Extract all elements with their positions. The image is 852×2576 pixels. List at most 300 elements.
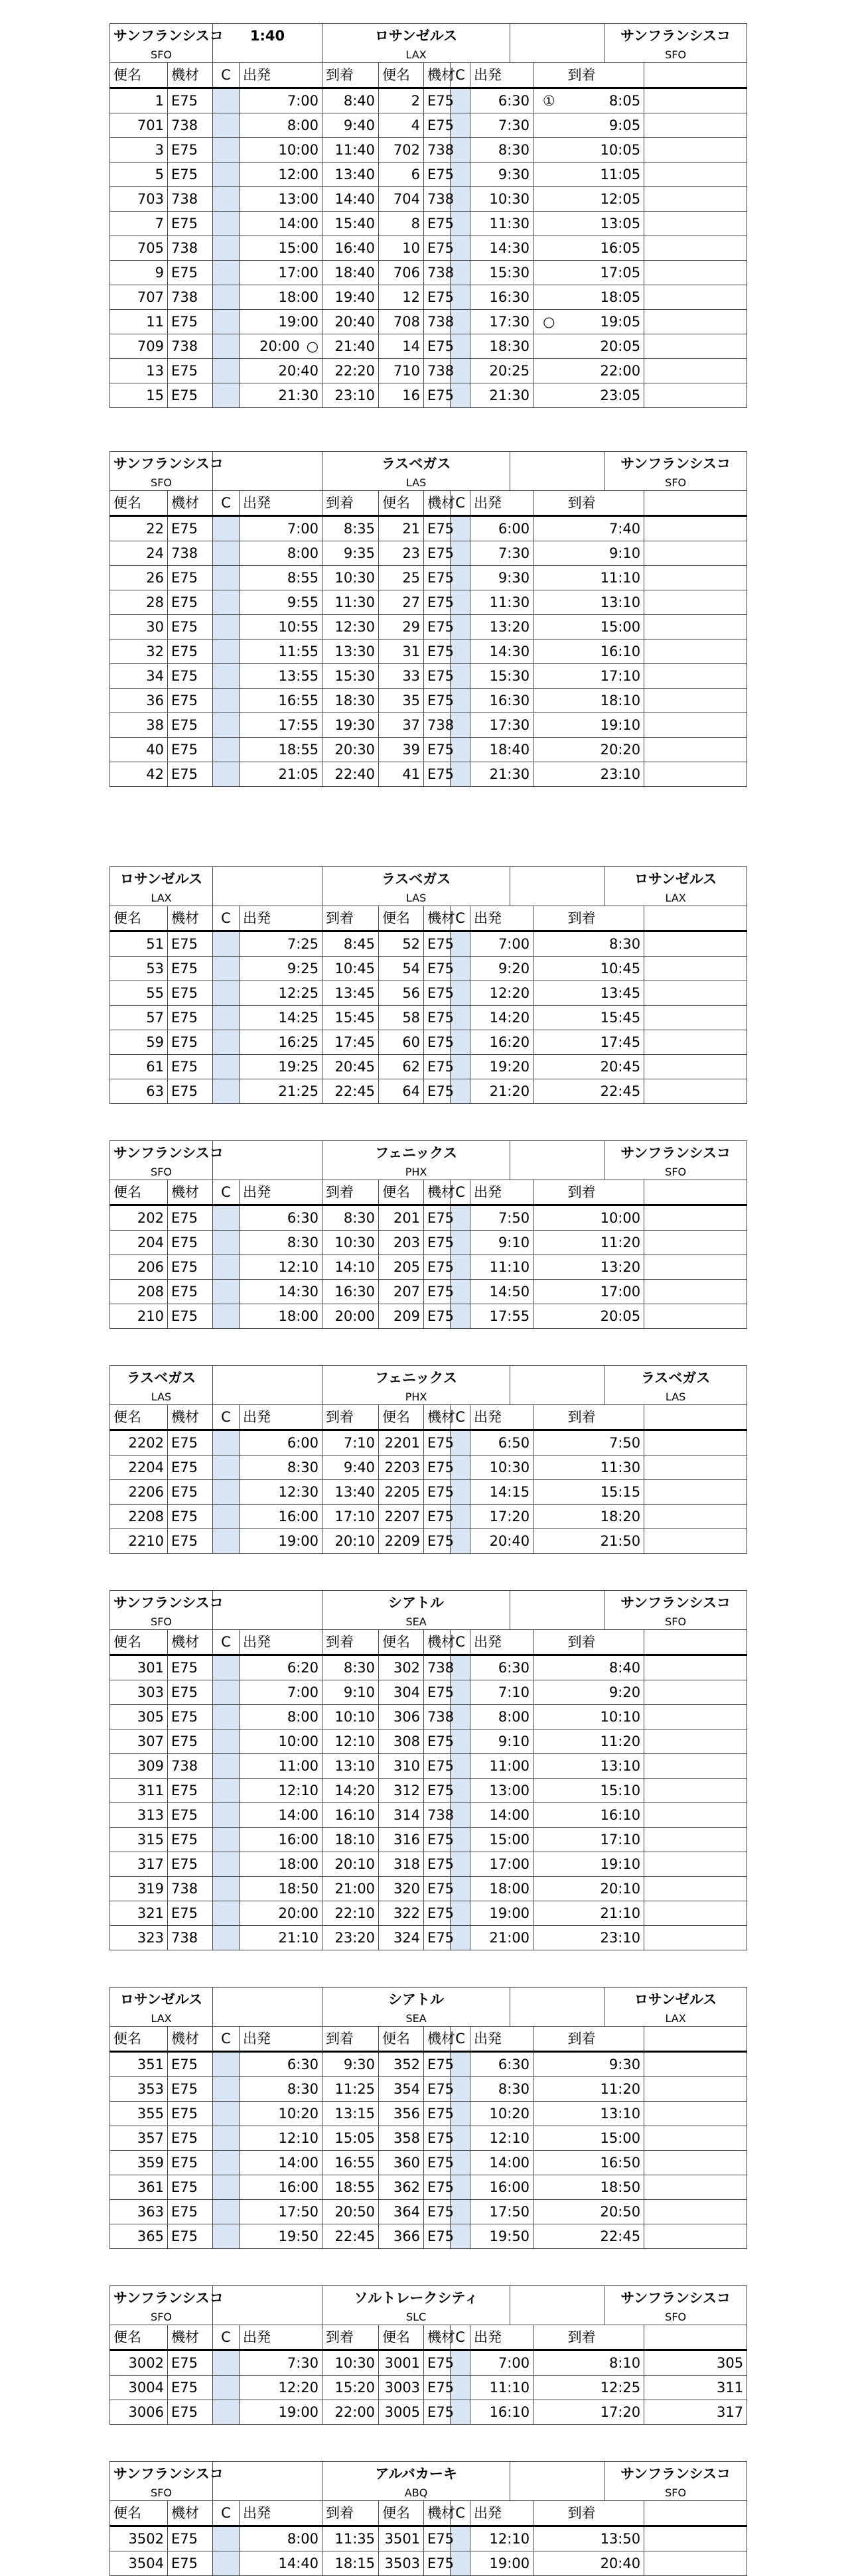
destination-code: SEA (322, 1615, 510, 1630)
flight-number-out: 34 (110, 664, 168, 689)
return-city: ラスベガス (604, 1366, 747, 1390)
connection-flight (644, 957, 747, 981)
departure-out: 14:25 (240, 1006, 322, 1030)
flight-number-ret: 356 (379, 2102, 424, 2126)
flight-number-ret: 27 (379, 590, 424, 615)
duration-note (213, 1988, 322, 2012)
equipment-ret: E75 (424, 1877, 451, 1901)
c-flag-out (213, 1877, 240, 1901)
spacer (510, 1165, 604, 1180)
origin-city: サンフランシスコ (110, 452, 213, 476)
flight-number-out: 59 (110, 1030, 168, 1055)
flight-number-ret: 21 (379, 516, 424, 541)
arrival-ret: 16:10 (565, 640, 644, 664)
arrival-ret: 11:30 (565, 1456, 644, 1480)
arrival-out: 8:35 (322, 516, 379, 541)
mark-ret (533, 2376, 565, 2400)
connection-flight (644, 516, 747, 541)
arrival-out: 18:15 (322, 2551, 379, 2576)
flight-number-out: 2206 (110, 1480, 168, 1505)
connection-flight (644, 1754, 747, 1779)
departure-out: 21:10 (240, 1926, 322, 1950)
spacer (213, 1165, 322, 1180)
flight-number-ret: 360 (379, 2151, 424, 2175)
mark-ret (533, 285, 565, 310)
flight-number-out: 707 (110, 285, 168, 310)
c-flag-out (213, 334, 240, 359)
col-c-ret: C (451, 1630, 470, 1655)
spacer (213, 1615, 322, 1630)
spacer (533, 2501, 565, 2526)
connection-flight (644, 689, 747, 713)
equipment-out: E75 (168, 2102, 213, 2126)
return-code: SFO (604, 48, 747, 63)
flight-row (110, 738, 747, 762)
departure-ret: 9:20 (470, 957, 533, 981)
departure-out: 12:25 (240, 981, 322, 1006)
arrival-ret: 13:10 (565, 1754, 644, 1779)
flight-number-ret: 302 (379, 1655, 424, 1680)
return-city: サンフランシスコ (604, 1591, 747, 1615)
column-header-row (110, 1405, 747, 1430)
spacer (213, 48, 322, 63)
col-flight-out: 便名 (110, 63, 168, 88)
flight-row (110, 2102, 747, 2126)
mark-ret (533, 1255, 565, 1280)
destination-code: ABQ (322, 2486, 510, 2501)
arrival-out: 15:30 (322, 664, 379, 689)
flight-row (110, 2200, 747, 2224)
equipment-ret: E75 (424, 590, 451, 615)
col-flight-out: 便名 (110, 1405, 168, 1430)
flight-number-out: 63 (110, 1079, 168, 1104)
arrival-out: 13:15 (322, 2102, 379, 2126)
arrival-out: 16:55 (322, 2151, 379, 2175)
flight-number-ret: 352 (379, 2052, 424, 2077)
flight-number-out: 2210 (110, 1529, 168, 1554)
departure-time: 20:00 (259, 338, 300, 354)
departure-ret: 6:30 (470, 2052, 533, 2077)
equipment-ret: E75 (424, 212, 451, 236)
spacer (213, 891, 322, 906)
equipment-out: E75 (168, 2126, 213, 2151)
equipment-out: E75 (168, 738, 213, 762)
arrival-out: 20:10 (322, 1852, 379, 1877)
col-arr-ret: 到着 (565, 2501, 644, 2526)
mark-ret (533, 261, 565, 285)
equipment-out: E75 (168, 310, 213, 334)
flight-number-ret: 706 (379, 261, 424, 285)
flight-number-out: 3 (110, 138, 168, 163)
arrival-ret: 11:10 (565, 566, 644, 590)
c-flag-out (213, 2200, 240, 2224)
arrival-out: 10:30 (322, 2350, 379, 2376)
departure-out: 9:25 (240, 957, 322, 981)
flight-number-ret: 304 (379, 1680, 424, 1705)
flight-number-ret: 16 (379, 383, 424, 408)
flight-row (110, 2151, 747, 2175)
connection-flight (644, 1828, 747, 1852)
equipment-ret: E75 (424, 2175, 451, 2200)
city-row (110, 1366, 747, 1390)
departure-ret: 19:20 (470, 1055, 533, 1079)
equipment-ret: E75 (424, 1006, 451, 1030)
departure-ret: 21:30 (470, 762, 533, 787)
arrival-out: 11:30 (322, 590, 379, 615)
flight-row (110, 1456, 747, 1480)
flight-number-out: 319 (110, 1877, 168, 1901)
departure-ret: 16:30 (470, 689, 533, 713)
departure-ret: 8:00 (470, 1705, 533, 1729)
mark-ret (533, 1901, 565, 1926)
col-dep-out: 出発 (240, 906, 322, 931)
connection-flight (644, 163, 747, 187)
flight-number-ret: 23 (379, 541, 424, 566)
departure-ret: 21:00 (470, 1926, 533, 1950)
flight-row (110, 2126, 747, 2151)
equipment-ret: E75 (424, 738, 451, 762)
destination-city: アルバカーキ (322, 2462, 510, 2486)
flight-number-ret: 3001 (379, 2350, 424, 2376)
c-flag-out (213, 2151, 240, 2175)
equipment-out: E75 (168, 1205, 213, 1231)
spacer (510, 1141, 604, 1166)
departure-ret: 10:30 (470, 187, 533, 212)
flight-number-ret: 308 (379, 1729, 424, 1754)
flight-number-ret: 41 (379, 762, 424, 787)
connection-flight (644, 1655, 747, 1680)
departure-out: 16:00 (240, 1505, 322, 1529)
equipment-out: E75 (168, 762, 213, 787)
destination-city: シアトル (322, 1591, 510, 1615)
departure-ret: 11:00 (470, 1754, 533, 1779)
equipment-ret: E75 (424, 1754, 451, 1779)
departure-out: 20:40 (240, 359, 322, 383)
departure-ret: 19:00 (470, 2551, 533, 2576)
equipment-ret: E75 (424, 1430, 451, 1456)
flight-number-ret: 56 (379, 981, 424, 1006)
col-dep-ret: 出発 (470, 2027, 533, 2052)
flight-number-out: 2208 (110, 1505, 168, 1529)
timetable-sfo-phx (109, 1140, 747, 1329)
spacer (213, 476, 322, 491)
flight-number-ret: 6 (379, 163, 424, 187)
c-flag-out (213, 1205, 240, 1231)
mark-ret (533, 2224, 565, 2249)
equipment-ret: E75 (424, 1480, 451, 1505)
equipment-ret: E75 (424, 334, 451, 359)
equipment-ret: E75 (424, 957, 451, 981)
arrival-ret: 17:00 (565, 1280, 644, 1304)
mark-ret (533, 2151, 565, 2175)
connection-flight (644, 1729, 747, 1754)
departure-ret: 9:30 (470, 163, 533, 187)
equipment-ret: 738 (424, 187, 451, 212)
connection-flight (644, 1280, 747, 1304)
flight-number-ret: 354 (379, 2077, 424, 2102)
spacer (533, 1405, 565, 1430)
departure-ret: 17:30 (470, 713, 533, 738)
flight-row (110, 163, 747, 187)
equipment-out: E75 (168, 981, 213, 1006)
c-flag-out (213, 88, 240, 113)
departure-out: 6:30 (240, 1205, 322, 1231)
city-row (110, 1988, 747, 2012)
mark-ret (533, 2400, 565, 2425)
spacer (510, 2310, 604, 2325)
spacer (510, 1390, 604, 1405)
equipment-ret: E75 (424, 1079, 451, 1104)
equipment-out: E75 (168, 359, 213, 383)
col-dep-ret: 出発 (470, 491, 533, 516)
arrival-ret: 9:20 (565, 1680, 644, 1705)
equipment-out: E75 (168, 2224, 213, 2249)
connection-flight (644, 187, 747, 212)
equipment-out: E75 (168, 1231, 213, 1255)
spacer (533, 1630, 565, 1655)
connection-flight (644, 236, 747, 261)
departure-ret: 16:10 (470, 2400, 533, 2425)
arrival-ret: 9:30 (565, 2052, 644, 2077)
c-flag-out (213, 2052, 240, 2077)
equipment-out: 738 (168, 285, 213, 310)
connection-flight (644, 2526, 747, 2551)
connection-flight (644, 1231, 747, 1255)
connection-flight (644, 1006, 747, 1030)
equipment-ret: 738 (424, 1705, 451, 1729)
connection-flight (644, 285, 747, 310)
c-flag-out (213, 1705, 240, 1729)
arrival-ret: 17:20 (565, 2400, 644, 2425)
col-arr-ret: 到着 (565, 63, 644, 88)
departure-out: 8:00 (240, 113, 322, 138)
c-flag-out (213, 113, 240, 138)
mark-ret (533, 2126, 565, 2151)
equipment-ret: E75 (424, 1456, 451, 1480)
departure-out: 14:00 (240, 1803, 322, 1828)
return-code: SFO (604, 2486, 747, 2501)
connection-flight (644, 1901, 747, 1926)
col-arr-out: 到着 (322, 63, 379, 88)
flight-number-out: 42 (110, 762, 168, 787)
flight-number-ret: 324 (379, 1926, 424, 1950)
connection-flight (644, 383, 747, 408)
equipment-ret: E75 (424, 1505, 451, 1529)
return-code: SFO (604, 1615, 747, 1630)
col-c-ret: C (451, 2027, 470, 2052)
equipment-ret: E75 (424, 1680, 451, 1705)
flight-row (110, 2400, 747, 2425)
departure-out: 6:00 (240, 1430, 322, 1456)
c-flag-out (213, 187, 240, 212)
code-row (110, 48, 747, 63)
connection-flight: 305 (644, 2350, 747, 2376)
flight-number-out: 210 (110, 1304, 168, 1329)
arrival-out: 9:35 (322, 541, 379, 566)
mark-ret (533, 1055, 565, 1079)
spacer (533, 2027, 565, 2052)
flight-row (110, 383, 747, 408)
spacer (510, 2011, 604, 2027)
arrival-ret: 10:05 (565, 138, 644, 163)
departure-out: 19:00 (240, 310, 322, 334)
departure-ret: 14:00 (470, 1803, 533, 1828)
arrival-out: 8:45 (322, 931, 379, 957)
equipment-ret: E75 (424, 2102, 451, 2126)
departure-ret: 11:10 (470, 1255, 533, 1280)
c-flag-out (213, 957, 240, 981)
flight-row (110, 1680, 747, 1705)
mark-ret (533, 2526, 565, 2551)
destination-city: フェニックス (322, 1141, 510, 1166)
flight-row (110, 2052, 747, 2077)
arrival-out: 13:40 (322, 1480, 379, 1505)
flight-number-out: 3504 (110, 2551, 168, 2576)
arrival-out: 23:20 (322, 1926, 379, 1950)
flight-number-out: 9 (110, 261, 168, 285)
equipment-out: E75 (168, 1006, 213, 1030)
column-header-row (110, 2027, 747, 2052)
departure-ret: 7:10 (470, 1680, 533, 1705)
spacer (644, 2027, 747, 2052)
flight-number-out: 202 (110, 1205, 168, 1231)
equipment-ret: E75 (424, 541, 451, 566)
departure-out: 11:55 (240, 640, 322, 664)
arrival-ret: 9:10 (565, 541, 644, 566)
mark-ret (533, 1505, 565, 1529)
connection-flight (644, 2200, 747, 2224)
spacer (510, 867, 604, 892)
mark-ret (533, 640, 565, 664)
arrival-ret: 9:05 (565, 113, 644, 138)
flight-row (110, 1006, 747, 1030)
equipment-out: E75 (168, 163, 213, 187)
arrival-ret: 15:00 (565, 615, 644, 640)
col-flight-out: 便名 (110, 2325, 168, 2350)
column-header-row (110, 2501, 747, 2526)
arrival-out: 22:45 (322, 2224, 379, 2249)
flight-row (110, 261, 747, 285)
departure-out: 18:55 (240, 738, 322, 762)
col-flight-ret: 便名 (379, 1630, 424, 1655)
flight-number-out: 321 (110, 1901, 168, 1926)
arrival-out: 13:45 (322, 981, 379, 1006)
equipment-out: E75 (168, 88, 213, 113)
mark-ret (533, 2350, 565, 2376)
c-flag-out (213, 285, 240, 310)
spacer (510, 476, 604, 491)
flight-number-out: 53 (110, 957, 168, 981)
spacer (510, 24, 604, 48)
arrival-ret: 11:20 (565, 2077, 644, 2102)
connection-flight (644, 1030, 747, 1055)
flight-row (110, 1852, 747, 1877)
col-c-ret: C (451, 1180, 470, 1205)
flight-number-ret: 366 (379, 2224, 424, 2249)
col-flight-ret: 便名 (379, 2325, 424, 2350)
departure-ret: 17:55 (470, 1304, 533, 1329)
equipment-ret: E75 (424, 566, 451, 590)
mark-ret (533, 1280, 565, 1304)
arrival-out: 16:30 (322, 1280, 379, 1304)
arrival-out: 11:35 (322, 2526, 379, 2551)
flight-number-out: 355 (110, 2102, 168, 2126)
departure-out: 21:30 (240, 383, 322, 408)
city-row (110, 452, 747, 476)
connection-flight (644, 138, 747, 163)
mark-ret (533, 738, 565, 762)
flight-row (110, 187, 747, 212)
arrival-ret: 8:10 (565, 2350, 644, 2376)
arrival-out: 22:00 (322, 2400, 379, 2425)
mark-ret (533, 1926, 565, 1950)
c-flag-out (213, 1680, 240, 1705)
equipment-ret: E75 (424, 1304, 451, 1329)
flight-number-out: 3004 (110, 2376, 168, 2400)
arrival-ret: 19:10 (565, 1852, 644, 1877)
code-row (110, 891, 747, 906)
arrival-out: 15:05 (322, 2126, 379, 2151)
col-c-ret: C (451, 906, 470, 931)
col-equip-ret: 機材 (424, 1405, 451, 1430)
departure-out: 8:30 (240, 1231, 322, 1255)
c-flag-out (213, 1803, 240, 1828)
spacer (533, 1180, 565, 1205)
duration-note (213, 1141, 322, 1166)
flight-row (110, 212, 747, 236)
equipment-out: E75 (168, 2376, 213, 2400)
mark-ret (533, 138, 565, 163)
flight-row (110, 1926, 747, 1950)
connection-flight (644, 2151, 747, 2175)
origin-code: SFO (110, 1165, 213, 1180)
departure-out: 16:00 (240, 1828, 322, 1852)
equipment-ret: 738 (424, 138, 451, 163)
arrival-ret: 17:10 (565, 664, 644, 689)
equipment-out: E75 (168, 2175, 213, 2200)
flight-number-ret: 2205 (379, 1480, 424, 1505)
flight-number-ret: 33 (379, 664, 424, 689)
departure-ret: 16:00 (470, 2175, 533, 2200)
departure-out: 12:10 (240, 1779, 322, 1803)
c-flag-out (213, 566, 240, 590)
flight-number-out: 363 (110, 2200, 168, 2224)
departure-ret: 11:10 (470, 2376, 533, 2400)
col-dep-ret: 出発 (470, 2501, 533, 2526)
col-dep-out: 出発 (240, 63, 322, 88)
connection-flight (644, 1055, 747, 1079)
c-flag-out (213, 2350, 240, 2376)
departure-out: 21:25 (240, 1079, 322, 1104)
arrival-ret: 11:20 (565, 1729, 644, 1754)
departure-ret: 15:30 (470, 261, 533, 285)
departure-ret: 9:10 (470, 1729, 533, 1754)
departure-out: 8:30 (240, 1456, 322, 1480)
flight-row (110, 285, 747, 310)
flight-number-out: 206 (110, 1255, 168, 1280)
flight-number-ret: 2203 (379, 1456, 424, 1480)
arrival-ret: 20:45 (565, 1055, 644, 1079)
connection-flight (644, 113, 747, 138)
col-arr-ret: 到着 (565, 1180, 644, 1205)
departure-ret: 18:00 (470, 1877, 533, 1901)
c-flag-out (213, 1729, 240, 1754)
col-dep-out: 出発 (240, 1630, 322, 1655)
arrival-out: 16:40 (322, 236, 379, 261)
connection-flight (644, 981, 747, 1006)
c-flag-out (213, 1901, 240, 1926)
col-arr-out: 到着 (322, 2501, 379, 2526)
